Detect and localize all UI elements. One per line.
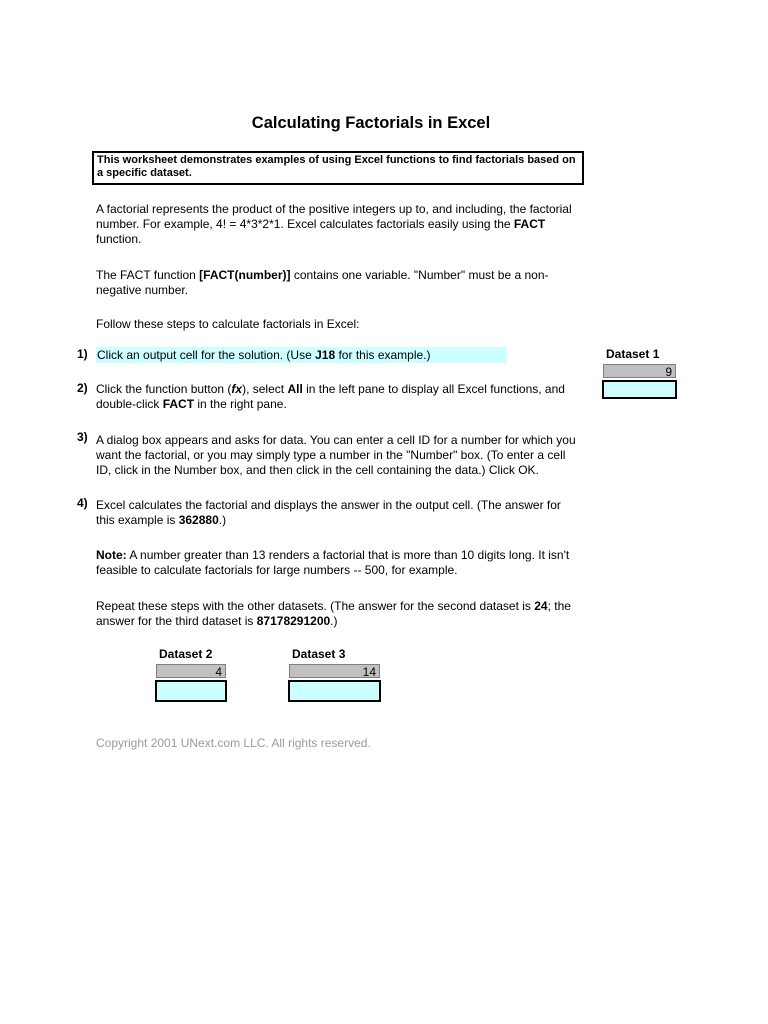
dataset-2-input-cell[interactable]: 4 — [156, 664, 226, 678]
step-2-text: Click the function button (fx), select All in the left pane to display all Excel functions, and double-click FACT in the right pane. — [96, 382, 565, 411]
note-paragraph: Note: A number greater than 13 renders a factorial that is more than 10 digits long. It isn't feasible to calculate factorials for large numbers -- 500, for example. — [96, 548, 570, 577]
step-3-text: A dialog box appears and asks for data. You can enter a cell ID for a number for which you want the factorial, or you may simply type a number in the "Number" box. (To enter a cell ID, click in the Number box, and then click in the cell containing the data.) Click OK. — [96, 433, 576, 477]
dataset-3-label: Dataset 3 — [292, 647, 346, 661]
intro-box: This worksheet demonstrates examples of using Excel functions to find factorials based on a specific dataset. — [92, 151, 584, 185]
dataset-3-input-cell[interactable]: 14 — [289, 664, 380, 678]
step-number: 1) — [77, 347, 88, 361]
step-number: 2) — [77, 381, 88, 395]
copyright-notice: Copyright 2001 UNext.com LLC. All rights reserved. — [96, 736, 371, 750]
steps-intro: Follow these steps to calculate factorials in Excel: — [96, 317, 360, 331]
dataset-1-output-cell[interactable] — [602, 380, 677, 399]
fact-function-description: The FACT function [FACT(number)] contains one variable. "Number" must be a non-negative number. — [96, 268, 549, 297]
repeat-paragraph: Repeat these steps with the other datasets. (The answer for the second dataset is 24; the answer for the third dataset is 87178291200.) — [96, 599, 571, 628]
step-number: 3) — [77, 430, 88, 444]
dataset-1-input-cell[interactable]: 9 — [603, 364, 676, 378]
factorial-definition: A factorial represents the product of the positive integers up to, and including, the factorial number. For example, 4! = 4*3*2*1. Excel calculates factorials easily using the FACT function. — [96, 202, 572, 246]
step-1-text: Click an output cell for the solution. (Use J18 for this example.) — [96, 347, 507, 363]
dataset-2-label: Dataset 2 — [159, 647, 213, 661]
step-4-text: Excel calculates the factorial and displays the answer in the output cell. (The answer for this example is 362880.) — [96, 498, 561, 527]
dataset-2-output-cell[interactable] — [155, 680, 227, 702]
dataset-3-output-cell[interactable] — [288, 680, 381, 702]
page-title: Calculating Factorials in Excel — [251, 114, 491, 132]
dataset-1-label: Dataset 1 — [606, 347, 660, 361]
step-number: 4) — [77, 496, 88, 510]
